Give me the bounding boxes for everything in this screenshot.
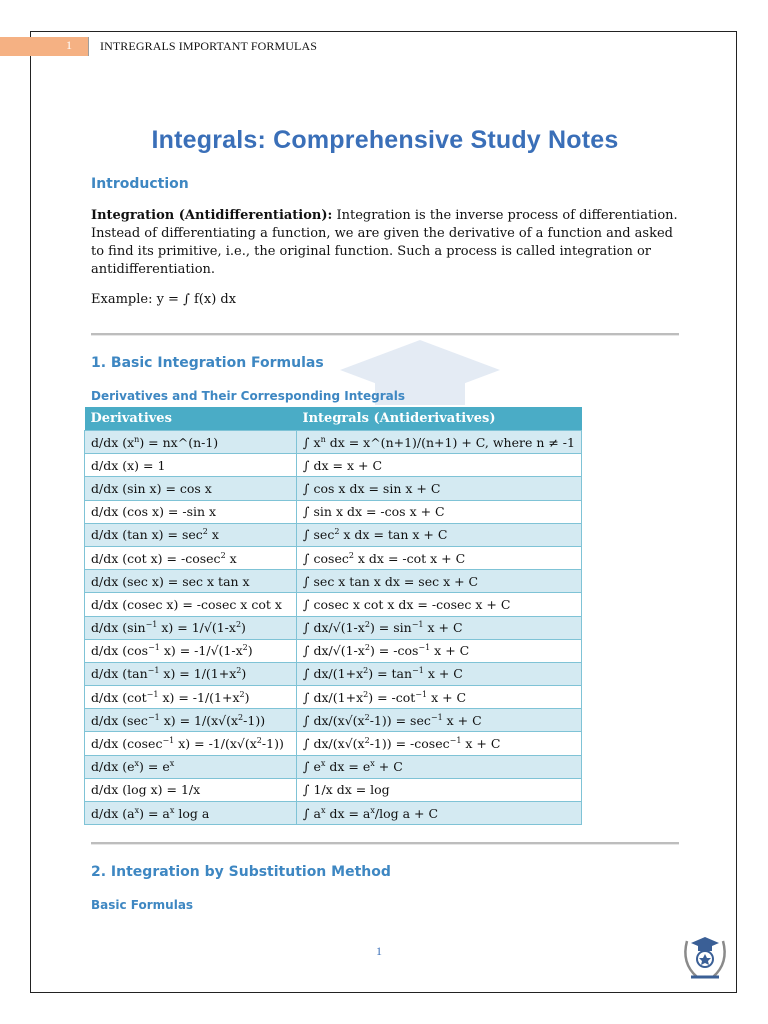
introduction-paragraph: [91, 207, 681, 279]
intro-term: Integration (Antidifferentiation):: [91, 208, 333, 223]
introduction-heading: Introduction: [91, 176, 189, 192]
section-2-subheading: Basic Formulas: [91, 898, 194, 912]
derivative-cell: d/dx (sec x) = sec x tan x: [85, 570, 297, 593]
footer-page-number: 1: [376, 944, 382, 958]
table-row: [85, 639, 582, 662]
integral-cell: ∫ cosec x cot x dx = -cosec x + C: [297, 593, 582, 616]
integral-cell: ∫ $x^n$ dx = x^(n+1)/(n+1) + C, where n ≠ -1: [297, 431, 582, 454]
column-header: Derivatives: [85, 407, 297, 431]
table-row: [85, 732, 582, 755]
header-page-number: 1: [66, 38, 72, 52]
derivative-cell: d/dx (tan $x) = \sec^2 x$: [85, 523, 297, 546]
derivative-cell: d/dx (x) = 1: [85, 454, 297, 477]
table-row: [85, 454, 582, 477]
table-row: [85, 546, 582, 569]
formulas-table: [84, 407, 582, 825]
table-row: [85, 755, 582, 778]
derivative-cell: d/dx ($\sec^{-1}$ $x) = 1/(x√(x^2-1))$: [85, 709, 297, 732]
document-title: Integrals: Comprehensive Study Notes: [151, 126, 619, 154]
derivative-cell: d/dx ($\sin^{-1}$ $x) = 1/√(1-x^2)$: [85, 616, 297, 639]
integral-cell: ∫ 1/x dx = log: [297, 778, 582, 801]
integral-cell: ∫ $dx/√(1-x^2) = -\cos^{-1}$ x + C: [297, 639, 582, 662]
integral-cell: ∫ $a^x$ dx = $a^x/\log$ a + C: [297, 802, 582, 825]
integral-cell: ∫ sec x tan x dx = sec x + C: [297, 570, 582, 593]
derivative-cell: d/dx (cos x) = -sin x: [85, 500, 297, 523]
table-row: [85, 431, 582, 454]
intro-text: Integration is the inverse process of differentiation. Instead of differentiating a function, we are given the derivative of a function and asked to find its primitive, i.e., the original function. Such a process is called integration or antidifferentiation.: [91, 208, 678, 277]
table-row: [85, 500, 582, 523]
derivative-cell: d/dx ($\tan^{-1}$ $x) = 1/(1+x^2)$: [85, 662, 297, 685]
integral-cell: ∫ $dx/(1+x^2) = \tan^{-1} x + C$: [297, 662, 582, 685]
table-row: [85, 662, 582, 685]
derivative-cell: d/dx (cosec$^{-1}$ $x) = -1/(x√(x^2-1))$: [85, 732, 297, 755]
section-1-heading: 1. Basic Integration Formulas: [91, 355, 324, 371]
derivative-cell: d/dx $(e^x) = e^x$: [85, 755, 297, 778]
integral-cell: ∫ cosec$^2$ x dx = -cot x + C: [297, 546, 582, 569]
table-row: [85, 778, 582, 801]
derivative-cell: d/dx (log x) = 1/x: [85, 778, 297, 801]
derivative-cell: d/dx $(x^n)$ = nx^(n-1): [85, 431, 297, 454]
table-row: [85, 570, 582, 593]
integral-cell: ∫ $e^x$ dx = $e^x + C$: [297, 755, 582, 778]
integral-cell: ∫ $\sec^2 x$ dx = tan x + C: [297, 523, 582, 546]
header-accent-tab: [0, 37, 88, 56]
institution-logo-icon: [679, 927, 731, 989]
header-divider: [88, 37, 89, 56]
derivative-cell: d/dx (cot x) = -cosec$^2$ x: [85, 546, 297, 569]
integral-cell: ∫ $dx/(x√(x^2-1)) = -cosec^{-1}$ x + C: [297, 732, 582, 755]
section-divider: [91, 842, 679, 845]
integral-cell: ∫ $dx/(1+x^2) = -\cot^{-1}$ x + C: [297, 686, 582, 709]
example-line: Example: y = ∫ f(x) dx: [91, 292, 237, 307]
derivative-cell: d/dx ($\cos^{-1}$ $x) = -1/√(1-x^2)$: [85, 639, 297, 662]
integral-cell: ∫ $dx/(x√(x^2-1)) = \sec^{-1} x + C$: [297, 709, 582, 732]
table-row: [85, 686, 582, 709]
table-row: [85, 477, 582, 500]
running-header-title: INTREGRALS IMPORTANT FORMULAS: [100, 39, 318, 53]
table-row: [85, 523, 582, 546]
section-2-heading: 2. Integration by Substitution Method: [91, 864, 391, 880]
column-header: Integrals (Antiderivatives): [297, 407, 582, 431]
integral-cell: ∫ sin x dx = -cos x + C: [297, 500, 582, 523]
derivative-cell: d/dx ($\cot^{-1}$ $x) = -1/(1+x^2)$: [85, 686, 297, 709]
integral-cell: ∫ cos x dx = sin x + C: [297, 477, 582, 500]
table-header-row: [85, 407, 582, 431]
derivative-cell: d/dx (sin x) = cos x: [85, 477, 297, 500]
integral-cell: ∫ dx = x + C: [297, 454, 582, 477]
table-row: [85, 616, 582, 639]
derivative-cell: d/dx (cosec x) = -cosec x cot x: [85, 593, 297, 616]
derivative-cell: d/dx $(a^x) = a^x$ log a: [85, 802, 297, 825]
table-row: [85, 802, 582, 825]
integral-cell: ∫ $dx/√(1-x^2) = \sin^{-1} x + C$: [297, 616, 582, 639]
section-1-subheading: Derivatives and Their Corresponding Integrals: [91, 389, 405, 403]
section-divider: [91, 333, 679, 336]
table-row: [85, 709, 582, 732]
table-row: [85, 593, 582, 616]
